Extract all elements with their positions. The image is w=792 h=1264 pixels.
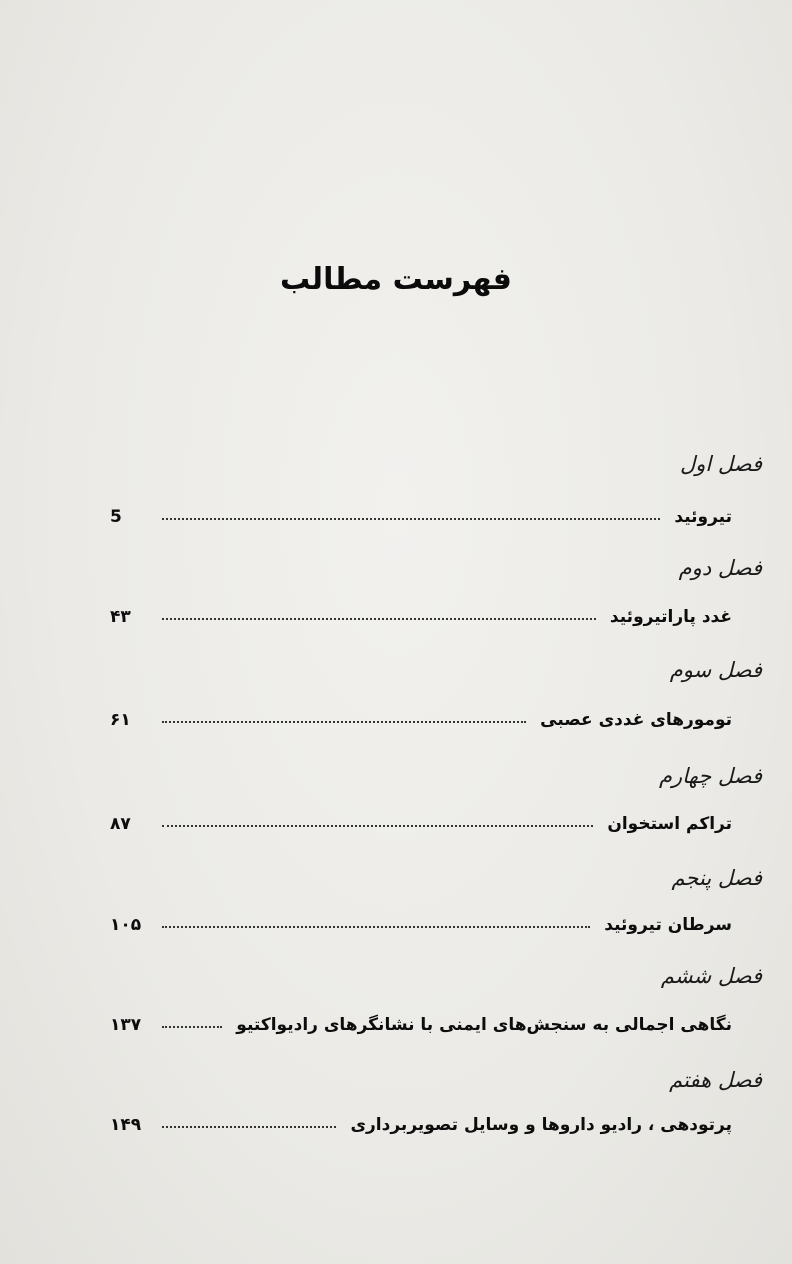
toc-entry-2[interactable] xyxy=(110,600,732,634)
toc-topic: تیروئید xyxy=(674,507,732,527)
chapter-heading-1: فصل اول xyxy=(679,452,762,476)
toc-topic: غدد پاراتیروئید xyxy=(609,607,732,627)
toc-entry-5[interactable] xyxy=(110,908,732,942)
toc-entry-6[interactable] xyxy=(110,1008,732,1042)
toc-topic: سرطان تیروئید xyxy=(604,915,732,935)
toc-entry-1[interactable] xyxy=(110,500,732,534)
toc-entry-7[interactable] xyxy=(110,1108,732,1142)
page-number: ۸۷ xyxy=(110,814,131,834)
page-number: 5 xyxy=(110,507,122,527)
chapter-heading-6: فصل ششم xyxy=(660,964,762,988)
dot-leader xyxy=(162,618,596,620)
dot-leader xyxy=(162,1126,336,1128)
toc-topic: تومورهای غددی عصبی xyxy=(540,710,732,730)
dot-leader xyxy=(162,926,590,928)
dot-leader xyxy=(162,825,593,827)
chapter-heading-3: فصل سوم xyxy=(669,658,762,682)
toc-entry-4[interactable] xyxy=(110,807,732,841)
dot-leader xyxy=(162,518,660,520)
dot-leader xyxy=(162,1026,222,1028)
page-number: ۶۱ xyxy=(110,710,131,730)
chapter-heading-7: فصل هفتم xyxy=(669,1068,762,1092)
page-title: فهرست مطالب xyxy=(280,262,512,297)
page-number: ۱۳۷ xyxy=(110,1015,142,1035)
toc-entry-3[interactable] xyxy=(110,703,732,737)
toc-topic: نگاهی اجمالی به سنجش‌های ایمنی با نشانگرهای رادیواکتیو xyxy=(236,1015,732,1035)
chapter-heading-5: فصل پنجم xyxy=(671,866,762,890)
page-number: ۱۴۹ xyxy=(110,1115,142,1135)
page-number: ۴۳ xyxy=(110,607,131,627)
page-number: ۱۰۵ xyxy=(110,915,142,935)
chapter-heading-4: فصل چهارم xyxy=(658,764,762,788)
toc-topic: تراکم استخوان xyxy=(607,814,732,834)
chapter-heading-2: فصل دوم xyxy=(678,556,762,580)
toc-topic: پرتودهی ، رادیو داروها و وسایل تصویربرداری xyxy=(350,1115,732,1135)
dot-leader xyxy=(162,721,526,723)
